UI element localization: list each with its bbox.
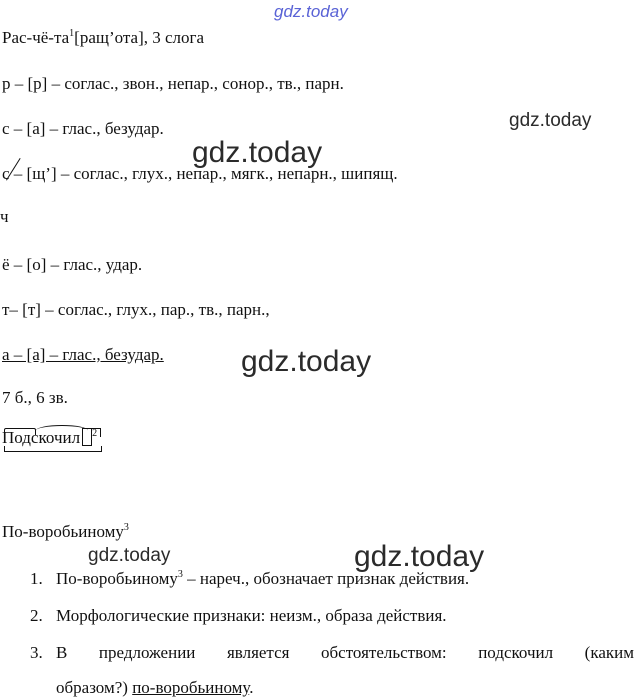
list-item-3-line-a: В предложении является обстоятельством: подскочил (каким [56,643,634,662]
watermark-b: gdz.today [192,136,323,169]
structure-word-text: Подскочил [2,428,81,447]
sound-line-a: а – [а] – глас., безудар. [2,345,164,364]
morph-title-word: По-воробьиному [2,522,124,541]
word-structure-word [2,428,80,448]
watermark-top: gdz.today [274,2,348,21]
watermark-a: gdz.today [509,110,592,131]
list-num: 1. [30,569,43,588]
footnote-2: 2 [92,428,98,439]
list-item-text: Морфологические признаки: неизм., образа действия. [56,606,447,625]
sound-line-yo: ё – [о] – глас., удар. [2,255,143,274]
list-item-3-post: . [249,678,254,697]
list-item-text-rest: – нареч., обозначает признак действия. [182,569,470,588]
footnote-1: 1 [69,28,75,39]
suffix-mark [88,428,101,437]
watermark-e: gdz.today [354,540,485,573]
list-num: 3. [30,643,43,662]
footnote-3: 3 [123,522,129,533]
stem-mark [4,446,102,452]
line-word-syllables [2,28,204,48]
word-structure [2,428,97,448]
list-num: 2. [30,606,43,625]
list-item-1 [30,569,469,589]
syllable-word: Рас-чё-та [2,28,70,47]
morph-title [2,522,129,542]
watermark-c: gdz.today [241,345,372,378]
sound-line-r: р – [р] – соглас., звон., непар., сонор., тв., парн. [2,74,344,93]
footnote-3b: 3 [177,569,183,580]
root-mark [36,425,88,436]
list-item-3-line-b [56,678,253,698]
letters-sounds-count: 7 б., 6 зв. [2,388,68,407]
list-item-3-pre: образом?) [56,678,133,697]
letter-ch: ч [0,207,9,226]
sound-line-t: т– [т] – соглас., глух., пар., тв., парн., [2,300,270,319]
prefix-mark [4,428,36,435]
list-item-3-num [30,643,56,663]
transcription: [ращ’ота], 3 слога [74,28,205,47]
watermark-d: gdz.today [88,545,171,566]
list-item-text: По-воробьиному [56,569,178,588]
sound-line-s1: с – [а] – глас., безудар. [2,119,164,138]
sound-line-s2: с – [щ’] – соглас., глух., непар., мягк., непарн., шипящ. [2,164,398,183]
list-item-3-underlined: по-воробьиному [132,678,250,697]
list-item-2 [30,606,447,626]
